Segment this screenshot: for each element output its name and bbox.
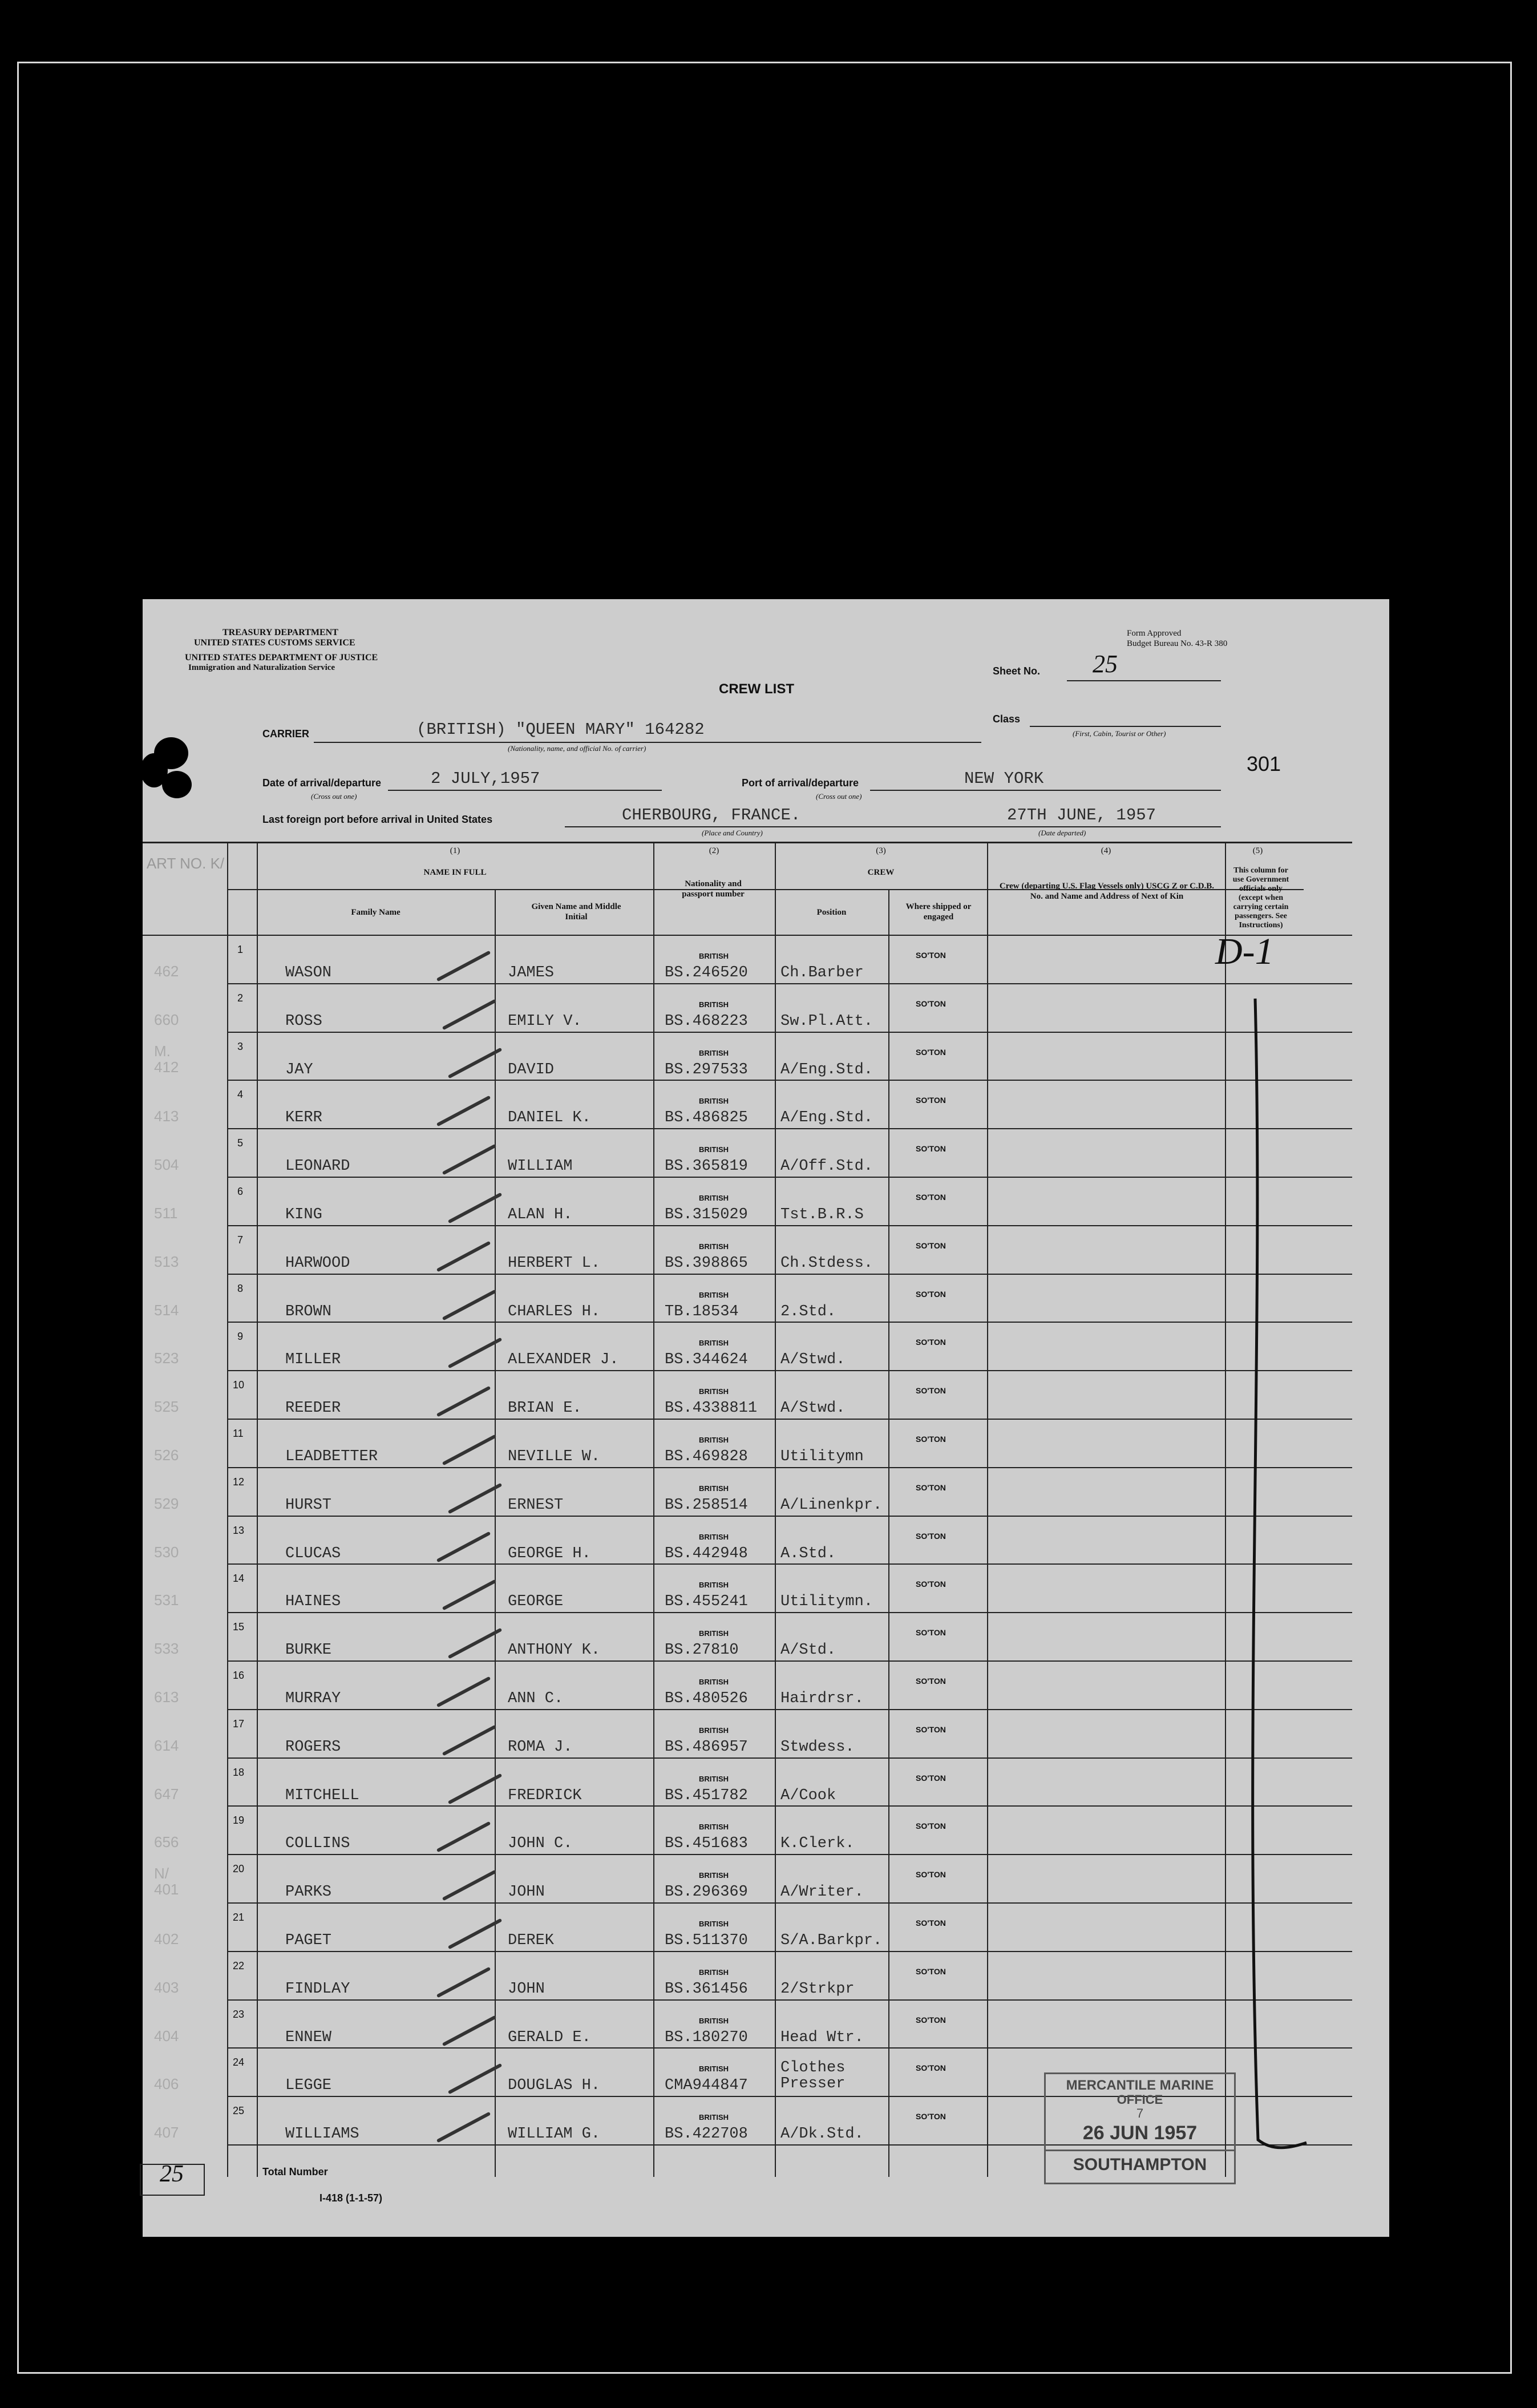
given-name: NEVILLE W.: [508, 1448, 601, 1465]
nationality: BRITISH: [699, 1629, 729, 1638]
art-number: 533: [154, 1640, 179, 1658]
art-number: 407: [154, 2124, 179, 2142]
art-number: 514: [154, 1301, 179, 1319]
passport-number: BS.258514: [665, 1496, 748, 1514]
crew-position: Utilitymn.: [780, 1593, 873, 1611]
row-number: 24: [233, 2057, 245, 2068]
row-number: 19: [233, 1815, 245, 1827]
crew-position: A/Linenkpr.: [780, 1496, 883, 1514]
row-number: 3: [237, 1040, 244, 1052]
class-hint: (First, Cabin, Tourist or Other): [1073, 729, 1166, 738]
nationality: BRITISH: [699, 1823, 729, 1832]
where-shipped: SO'TON: [916, 1289, 946, 1299]
passport-number: BS.442948: [665, 1545, 748, 1562]
passport-number: BS.480526: [665, 1690, 748, 1707]
col-family-name: Family Name: [351, 908, 401, 917]
row-number: 23: [233, 2008, 245, 2020]
crew-position: A.Std.: [780, 1545, 836, 1562]
family-name: WILLIAMS: [285, 2126, 359, 2143]
total-handwritten: 25: [160, 2161, 184, 2187]
given-name: GEORGE: [508, 1593, 564, 1611]
art-number: 656: [154, 1833, 179, 1851]
nationality: BRITISH: [699, 1145, 729, 1154]
row-number: 11: [233, 1428, 244, 1439]
col-given-name: Given Name and Middle Initial: [531, 902, 621, 922]
art-number: 523: [154, 1350, 179, 1367]
family-name: HURST: [285, 1496, 332, 1514]
where-shipped: SO'TON: [916, 1193, 946, 1202]
col3-number: (3): [876, 846, 886, 855]
nationality: BRITISH: [699, 1000, 729, 1009]
foreign-port-line: [565, 826, 1221, 827]
official-annotation: D-1: [1215, 931, 1274, 972]
given-name: ROMA J.: [508, 1738, 573, 1756]
col3-title: CREW: [867, 868, 895, 877]
art-number: 614: [154, 1736, 179, 1754]
given-name: FREDRICK: [508, 1787, 582, 1804]
where-shipped: SO'TON: [916, 1482, 946, 1492]
family-name: JAY: [285, 1061, 313, 1078]
row-number: 21: [233, 1912, 245, 1923]
art-number: 504: [154, 1156, 179, 1174]
where-shipped: SO'TON: [916, 1870, 946, 1880]
nationality: BRITISH: [699, 1387, 729, 1396]
passport-number: BS.297533: [665, 1061, 748, 1078]
crew-position: K.Clerk.: [780, 1835, 855, 1853]
crew-position: A/Eng.Std.: [780, 1109, 873, 1127]
art-number: 404: [154, 2027, 179, 2045]
crew-position: Ch.Barber: [780, 964, 864, 981]
crew-position: A/Stwd.: [780, 1400, 846, 1417]
stamp-divider: [1046, 2150, 1234, 2151]
departed-value: 27TH JUNE, 1957: [1007, 806, 1156, 825]
family-name: REEDER: [285, 1400, 341, 1417]
family-name: MURRAY: [285, 1690, 341, 1707]
family-name: LEGGE: [285, 2077, 332, 2095]
art-number: 613: [154, 1688, 179, 1706]
nationality: BRITISH: [699, 1532, 729, 1541]
passport-number: BS.246520: [665, 964, 748, 981]
arrival-hint: (Cross out one): [311, 792, 357, 801]
art-number: 462: [154, 963, 179, 980]
crew-position: A/Stwd.: [780, 1351, 846, 1369]
row-number: 9: [237, 1331, 244, 1343]
crew-position: Sw.Pl.Att.: [780, 1012, 873, 1030]
nationality: BRITISH: [699, 2113, 729, 2122]
crew-list-form: [143, 599, 1389, 2237]
row-number: 20: [233, 1863, 245, 1875]
given-name: WILLIAM G.: [508, 2126, 601, 2143]
passport-number: BS.315029: [665, 1206, 748, 1223]
family-name: COLLINS: [285, 1835, 350, 1853]
given-name: CHARLES H.: [508, 1303, 601, 1320]
art-number: M. 412: [154, 1042, 179, 1076]
crew-position: A/Dk.Std.: [780, 2126, 864, 2143]
agency-customs: UNITED STATES CUSTOMS SERVICE: [194, 638, 355, 648]
given-name: BRIAN E.: [508, 1400, 582, 1417]
col5-number: (5): [1252, 846, 1263, 855]
family-name: HAINES: [285, 1593, 341, 1611]
family-name: PARKS: [285, 1884, 332, 1901]
arrival-label: Date of arrival/departure: [262, 777, 382, 789]
crew-position: Stwdess.: [780, 1738, 855, 1756]
col4-number: (4): [1101, 846, 1111, 855]
row-number: 25: [233, 2105, 245, 2117]
where-shipped: SO'TON: [916, 1435, 946, 1444]
given-name: JAMES: [508, 964, 555, 981]
family-name: KERR: [285, 1109, 322, 1127]
col5-title: This column for use Government officials only (except when carrying certain passengers. See Instructions): [1232, 866, 1289, 930]
form-title: CREW LIST: [719, 681, 794, 697]
art-number: 402: [154, 1930, 179, 1948]
stamp-date: 26 JUN 1957: [1082, 2122, 1198, 2144]
row-number: 12: [233, 1476, 245, 1488]
nationality: BRITISH: [699, 1048, 729, 1057]
passport-number: BS.4338811: [665, 1400, 758, 1417]
crew-position: Hairdrsr.: [780, 1690, 864, 1707]
where-shipped: SO'TON: [916, 1047, 946, 1057]
mercantile-marine-stamp: [1044, 2072, 1236, 2184]
col-where-shipped: Where shipped or engaged: [905, 902, 972, 922]
form-approved: Form Approved: [1127, 629, 1182, 638]
nationality: BRITISH: [699, 1290, 729, 1299]
given-name: ALEXANDER J.: [508, 1351, 619, 1369]
nationality: BRITISH: [699, 1678, 729, 1686]
col2-title: Nationality and passport number: [682, 879, 745, 899]
budget-bureau: Budget Bureau No. 43-R 380: [1127, 639, 1228, 648]
row-number: 8: [237, 1282, 244, 1294]
given-name: DOUGLAS H.: [508, 2077, 601, 2095]
where-shipped: SO'TON: [916, 2015, 946, 2025]
passport-number: BS.398865: [665, 1254, 748, 1272]
where-shipped: SO'TON: [916, 1773, 946, 1783]
total-number-label: Total Number: [262, 2166, 328, 2177]
carrier-value: (BRITISH) "QUEEN MARY" 164282: [416, 720, 705, 739]
given-name: JOHN C.: [508, 1835, 573, 1853]
agency-justice: UNITED STATES DEPARTMENT OF JUSTICE: [185, 653, 378, 662]
nationality: BRITISH: [699, 2064, 729, 2074]
where-shipped: SO'TON: [916, 2112, 946, 2122]
passport-number: BS.422708: [665, 2126, 748, 2143]
passport-number: BS.27810: [665, 1642, 739, 1659]
arrival-line: [388, 790, 662, 791]
crew-position: A/Eng.Std.: [780, 1061, 873, 1078]
crew-position: 2/Strkpr: [780, 1980, 855, 1998]
given-name: GERALD E.: [508, 2029, 591, 2046]
col1-number: (1): [450, 846, 460, 855]
family-name: BURKE: [285, 1642, 332, 1659]
where-shipped: SO'TON: [916, 1386, 946, 1396]
row-number: 4: [237, 1089, 244, 1101]
row-number: 16: [233, 1670, 245, 1681]
given-name: ANTHONY K.: [508, 1642, 601, 1659]
where-shipped: SO'TON: [916, 1241, 946, 1250]
art-number: 406: [154, 2075, 179, 2093]
row-number: 5: [237, 1137, 244, 1149]
carrier-line: [314, 742, 981, 743]
given-name: WILLIAM: [508, 1158, 573, 1175]
given-name: DAVID: [508, 1061, 555, 1078]
where-shipped: SO'TON: [916, 1676, 946, 1686]
passport-number: BS.451683: [665, 1835, 748, 1853]
crew-position: A/Cook: [780, 1787, 836, 1804]
carrier-label: CARRIER: [262, 728, 310, 740]
family-name: MITCHELL: [285, 1787, 359, 1804]
family-name: ROSS: [285, 1012, 322, 1030]
sheet-line: [1067, 680, 1221, 681]
stamp-line1: MERCANTILE MARINE: [1066, 2078, 1214, 2093]
agency-ins: Immigration and Naturalization Service: [188, 663, 335, 672]
given-name: GEORGE H.: [508, 1545, 591, 1562]
passport-number: BS.468223: [665, 1012, 748, 1030]
col-position: Position: [816, 908, 847, 917]
family-name: ENNEW: [285, 2029, 332, 2046]
given-name: HERBERT L.: [508, 1254, 601, 1272]
foreign-port-label: Last foreign port before arrival in United States: [262, 814, 493, 825]
row-number: 14: [233, 1573, 245, 1585]
row-number: 10: [233, 1379, 245, 1391]
row-number: 17: [233, 1718, 245, 1730]
nationality: BRITISH: [699, 1097, 729, 1106]
where-shipped: SO'TON: [916, 1628, 946, 1638]
crew-position: 2.Std.: [780, 1303, 836, 1320]
nationality: BRITISH: [699, 1726, 729, 1735]
art-number: 530: [154, 1543, 179, 1561]
table-top-border: [143, 842, 1352, 843]
given-name: JOHN: [508, 1980, 545, 1998]
col2-number: (2): [709, 846, 719, 855]
passport-number: BS.511370: [665, 1932, 748, 1949]
port-label: Port of arrival/departure: [742, 777, 859, 789]
nationality: BRITISH: [699, 1871, 729, 1880]
art-number: 647: [154, 1785, 179, 1803]
nationality: BRITISH: [699, 1581, 729, 1590]
crew-position: A/Off.Std.: [780, 1158, 873, 1175]
row-number: 7: [237, 1234, 244, 1246]
art-number: 513: [154, 1253, 179, 1270]
given-name: DANIEL K.: [508, 1109, 591, 1127]
passport-number: BS.451782: [665, 1787, 748, 1804]
nationality: BRITISH: [699, 1774, 729, 1783]
given-name: ERNEST: [508, 1496, 564, 1514]
foreign-port-hint: (Place and Country): [702, 829, 763, 837]
where-shipped: SO'TON: [916, 1531, 946, 1541]
row-number: 6: [237, 1186, 244, 1197]
art-number: 526: [154, 1447, 179, 1464]
row-number: 18: [233, 1766, 245, 1778]
family-name: PAGET: [285, 1932, 332, 1949]
family-name: WASON: [285, 964, 332, 981]
passport-number: CMA944847: [665, 2077, 748, 2095]
art-number: 511: [154, 1205, 178, 1222]
foreign-port-value: CHERBOURG, FRANCE.: [622, 806, 801, 825]
handwritten-bracket-line: [1244, 993, 1312, 2163]
sheet-label: Sheet No.: [993, 665, 1041, 677]
class-label: Class: [993, 713, 1021, 725]
row-number: 2: [237, 992, 244, 1004]
family-name: LEONARD: [285, 1158, 350, 1175]
carrier-hint: (Nationality, name, and official No. of carrier): [508, 744, 646, 753]
col-art-no: ART NO. K/: [146, 855, 225, 872]
passport-number: BS.361456: [665, 1980, 748, 1998]
row-number: 1: [237, 944, 244, 955]
stamped-number: 301: [1247, 752, 1281, 775]
where-shipped: SO'TON: [916, 2063, 946, 2073]
where-shipped: SO'TON: [916, 1579, 946, 1589]
passport-number: BS.486825: [665, 1109, 748, 1127]
stamp-line2: OFFICE: [1117, 2092, 1163, 2107]
passport-number: BS.365819: [665, 1158, 748, 1175]
family-name: FINDLAY: [285, 1980, 350, 1998]
art-number: 403: [154, 1978, 179, 1996]
ink-blot: [137, 730, 205, 822]
crew-position: Clothes Presser: [780, 2059, 846, 2093]
nationality: BRITISH: [699, 1967, 729, 1977]
nationality: BRITISH: [699, 1920, 729, 1928]
crew-position: A/Std.: [780, 1642, 836, 1659]
class-line: [1030, 726, 1221, 727]
family-name: LEADBETTER: [285, 1448, 378, 1465]
passport-number: BS.469828: [665, 1448, 748, 1465]
row-number: 15: [233, 1621, 245, 1633]
art-number: 525: [154, 1398, 179, 1416]
form-number: I-418 (1-1-57): [319, 2192, 383, 2204]
where-shipped: SO'TON: [916, 1338, 946, 1347]
art-number: N/ 401: [154, 1865, 179, 1898]
departed-hint: (Date departed): [1038, 829, 1086, 837]
stamp-place: SOUTHAMPTON: [1073, 2155, 1207, 2174]
family-name: MILLER: [285, 1351, 341, 1369]
col4-title: Crew (departing U.S. Flag Vessels only) USCG Z or C.D.B. No. and Name and Address of Next of Kin: [999, 882, 1215, 901]
passport-number: BS.486957: [665, 1738, 748, 1756]
given-name: ALAN H.: [508, 1206, 573, 1223]
given-name: ANN C.: [508, 1690, 564, 1707]
where-shipped: SO'TON: [916, 1144, 946, 1154]
family-name: HARWOOD: [285, 1254, 350, 1272]
port-line: [870, 790, 1221, 791]
crew-position: Utilitymn: [780, 1448, 864, 1465]
passport-number: BS.344624: [665, 1351, 748, 1369]
family-name: ROGERS: [285, 1738, 341, 1756]
arrival-value: 2 JULY,1957: [431, 769, 540, 788]
passport-number: TB.18534: [665, 1303, 739, 1320]
sheet-number: 25: [1093, 650, 1118, 678]
art-number: 413: [154, 1108, 179, 1125]
col1-title: NAME IN FULL: [423, 868, 487, 877]
nationality: BRITISH: [699, 1436, 729, 1444]
crew-position: Tst.B.R.S: [780, 1206, 864, 1223]
nationality: BRITISH: [699, 1484, 729, 1493]
nationality: BRITISH: [699, 1339, 729, 1348]
crew-position: Head Wtr.: [780, 2029, 864, 2046]
art-number: 529: [154, 1494, 179, 1512]
where-shipped: SO'TON: [916, 951, 946, 960]
given-name: EMILY V.: [508, 1012, 582, 1030]
nationality: BRITISH: [699, 952, 729, 960]
crew-position: Ch.Stdess.: [780, 1254, 873, 1272]
nationality: BRITISH: [699, 2016, 729, 2025]
where-shipped: SO'TON: [916, 1966, 946, 1976]
given-name: DEREK: [508, 1932, 555, 1949]
family-name: CLUCAS: [285, 1545, 341, 1562]
where-shipped: SO'TON: [916, 1918, 946, 1928]
row-number: 22: [233, 1959, 245, 1971]
where-shipped: SO'TON: [916, 1821, 946, 1831]
art-number: 660: [154, 1011, 179, 1028]
passport-number: BS.455241: [665, 1593, 748, 1611]
where-shipped: SO'TON: [916, 1724, 946, 1734]
given-name: JOHN: [508, 1884, 545, 1901]
art-number: 531: [154, 1591, 179, 1609]
row-number: 13: [233, 1524, 245, 1536]
passport-number: BS.296369: [665, 1884, 748, 1901]
crew-position: A/Writer.: [780, 1884, 864, 1901]
port-value: NEW YORK: [964, 769, 1044, 788]
port-hint: (Cross out one): [816, 792, 862, 801]
nationality: BRITISH: [699, 1194, 729, 1202]
where-shipped: SO'TON: [916, 999, 946, 1008]
passport-number: BS.180270: [665, 2029, 748, 2046]
family-name: BROWN: [285, 1303, 332, 1320]
stamp-line3: 7: [1136, 2106, 1144, 2120]
where-shipped: SO'TON: [916, 1096, 946, 1105]
family-name: KING: [285, 1206, 322, 1223]
agency-treasury: TREASURY DEPARTMENT: [223, 628, 338, 637]
crew-position: S/A.Barkpr.: [780, 1932, 883, 1949]
nationality: BRITISH: [699, 1242, 729, 1251]
